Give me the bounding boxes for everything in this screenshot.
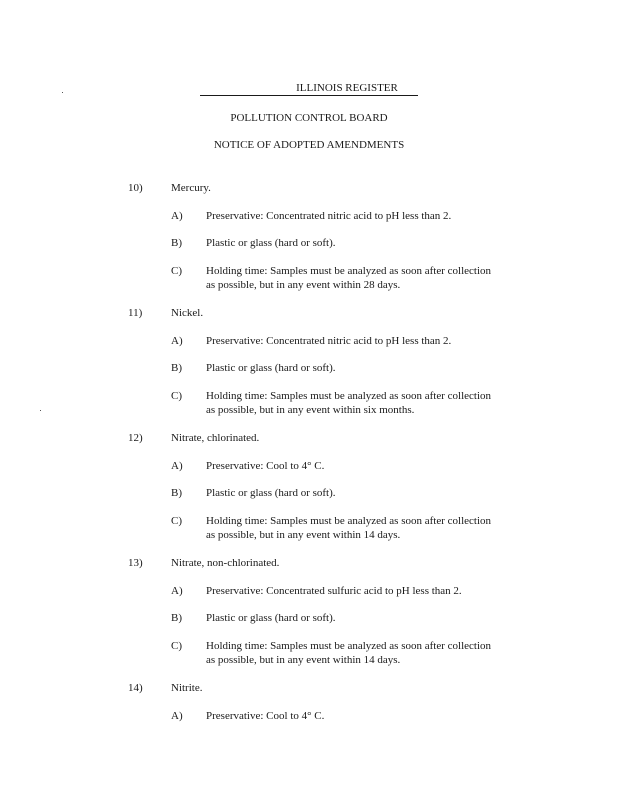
section-title: Nitrite. (171, 682, 203, 694)
item-text: Plastic or glass (hard or soft). (206, 487, 336, 499)
item-letter: B) (171, 362, 182, 374)
item-text-continued: as possible, but in any event within six months. (206, 404, 415, 416)
item-letter: C) (171, 390, 182, 402)
item-letter: B) (171, 612, 182, 624)
item-letter: A) (171, 210, 183, 222)
register-title: ILLINOIS REGISTER (200, 82, 418, 96)
item-text: Holding time: Samples must be analyzed as soon after collection (206, 515, 492, 527)
item-text: Holding time: Samples must be analyzed as soon after collection (206, 640, 492, 652)
item-text: Preservative: Concentrated nitric acid to pH less than 2. (206, 335, 452, 347)
item-text: Plastic or glass (hard or soft). (206, 362, 336, 374)
item-text: Plastic or glass (hard or soft). (206, 612, 336, 624)
section-number: 13) (128, 557, 143, 569)
item-letter: A) (171, 710, 183, 722)
header-register (0, 82, 618, 96)
section-number: 14) (128, 682, 143, 694)
section-number: 12) (128, 432, 143, 444)
item-text: Plastic or glass (hard or soft). (206, 237, 336, 249)
item-letter: B) (171, 487, 182, 499)
item-text: Preservative: Cool to 4° C. (206, 710, 325, 722)
item-letter: C) (171, 265, 182, 277)
item-text: Preservative: Concentrated nitric acid to pH less than 2. (206, 210, 452, 222)
header-board: POLLUTION CONTROL BOARD (230, 112, 388, 124)
section-title: Nitrate, chlorinated. (171, 432, 260, 444)
item-text: Preservative: Concentrated sulfuric acid to pH less than 2. (206, 585, 462, 597)
section-number: 11) (128, 307, 143, 319)
item-letter: A) (171, 585, 183, 597)
item-letter: A) (171, 335, 183, 347)
item-text-continued: as possible, but in any event within 14 days. (206, 654, 401, 666)
item-text: Holding time: Samples must be analyzed as soon after collection (206, 390, 492, 402)
item-letter: C) (171, 640, 182, 652)
item-letter: C) (171, 515, 182, 527)
item-text: Preservative: Cool to 4° C. (206, 460, 325, 472)
section-title: Nitrate, non-chlorinated. (171, 557, 280, 569)
item-letter: A) (171, 460, 183, 472)
section-title: Nickel. (171, 307, 204, 319)
item-text-continued: as possible, but in any event within 28 days. (206, 279, 401, 291)
scan-speck (40, 410, 41, 411)
section-title: Mercury. (171, 182, 211, 194)
header-notice: NOTICE OF ADOPTED AMENDMENTS (213, 139, 405, 151)
item-letter: B) (171, 237, 182, 249)
item-text-continued: as possible, but in any event within 14 days. (206, 529, 401, 541)
item-text: Holding time: Samples must be analyzed as soon after collection (206, 265, 492, 277)
section-number: 10) (128, 182, 143, 194)
